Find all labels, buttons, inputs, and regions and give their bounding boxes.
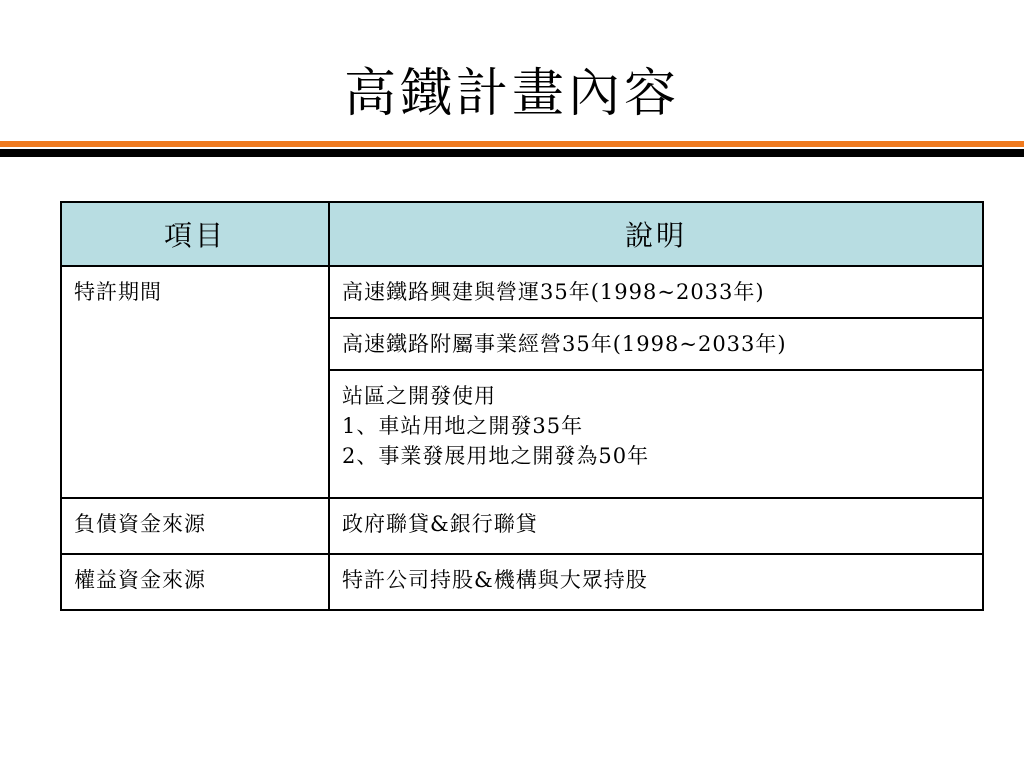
desc-cell-station-development <box>329 370 983 498</box>
desc-cell-equity-funding: 特許公司持股&機構與大眾持股 <box>329 554 983 610</box>
station-development-heading: 站區之開發使用 <box>342 384 496 408</box>
slide-title: 高鐵計畫內容 <box>343 64 680 124</box>
table-header-row <box>61 202 983 266</box>
item-cell-concession-period: 特許期間 <box>61 266 329 498</box>
item-cell-equity-funding: 權益資金來源 <box>61 554 329 610</box>
business-land-development: 2、事業發展用地之開發為50年 <box>342 444 650 468</box>
station-land-development: 1、車站用地之開發35年 <box>342 414 584 438</box>
title-underline-orange <box>0 141 1024 147</box>
table-row <box>61 498 983 554</box>
desc-cell-auxiliary-business: 高速鐵路附屬事業經營35年(1998~2033年) <box>329 318 983 370</box>
header-description: 說明 <box>329 202 983 266</box>
item-cell-debt-funding: 負債資金來源 <box>61 498 329 554</box>
title-underline-black <box>0 149 1024 157</box>
header-item: 項目 <box>61 202 329 266</box>
plan-content-table <box>60 201 984 611</box>
desc-cell-construction-operation: 高速鐵路興建與營運35年(1998~2033年) <box>329 266 983 318</box>
table-row <box>61 266 983 318</box>
desc-cell-debt-funding: 政府聯貸&銀行聯貸 <box>329 498 983 554</box>
table-row <box>61 554 983 610</box>
